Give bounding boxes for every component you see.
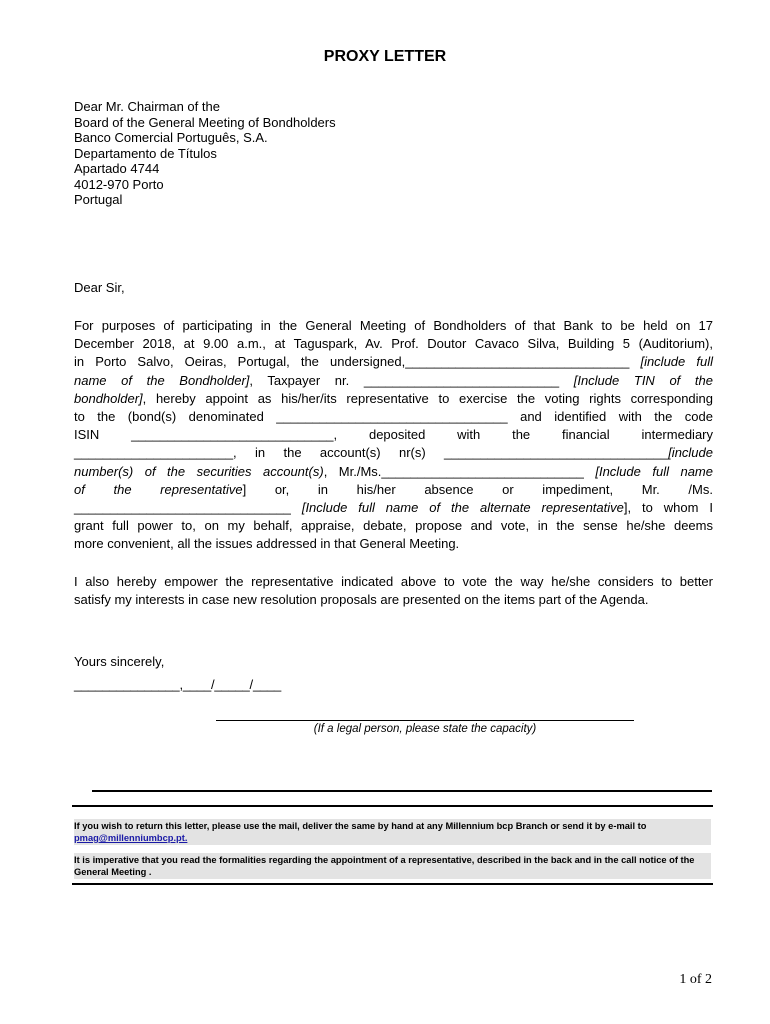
return-instructions (74, 819, 711, 845)
body-line: December 2018, at 9.00 a.m., at Taguspark, Av. Prof. Doutor Cavaco Silva, Building 5 (Auditorium), (74, 336, 713, 352)
body-text: , Taxpayer nr. ___________________________ (249, 372, 560, 388)
body-line (74, 463, 713, 481)
addressee-block (74, 99, 336, 208)
placeholder-bondholder-name: [include full (640, 354, 713, 370)
signature-line (216, 720, 634, 721)
address-line: Apartado 4744 (74, 161, 160, 176)
empowerment-paragraph (74, 573, 713, 609)
page-number: 1 of 2 (679, 972, 712, 987)
body-line (74, 444, 713, 462)
placeholder-account: [include (668, 445, 713, 461)
placeholder-tin: [Include TIN of the (573, 372, 713, 388)
page-title: PROXY LETTER (323, 48, 447, 65)
instructions-box (72, 805, 713, 885)
return-instructions-text: If you wish to return this letter, please use the mail, deliver the same by hand at any Millennium bcp Branch or send it by e-mail to (74, 821, 647, 831)
placeholder-representative-cont: of the representative (74, 481, 243, 497)
placeholder-tin-cont: bondholder] (74, 390, 143, 406)
body-text: ], to whom I (623, 500, 713, 516)
address-line: Banco Comercial Português, S.A. (74, 130, 268, 145)
email-link[interactable]: pmag@millenniumbcp.pt. (74, 833, 188, 843)
body-line: grant full power to, on my behalf, appraise, debate, propose and vote, in the sense he/she deems (74, 518, 713, 534)
body-text: ] or, in his/her absence or impediment, Mr. /Ms. (242, 481, 713, 497)
address-line: 4012-970 Porto (74, 176, 164, 192)
body-line (74, 353, 713, 371)
body-line: ISIN ____________________________, deposited with the financial intermediary (74, 427, 713, 443)
body-line: satisfy my interests in case new resolution proposals are presented on the items part of the Agenda. (74, 592, 649, 608)
address-line: Portugal (74, 192, 123, 207)
body-line: to the (bond(s) denominated ________________________________ and identified with the code (74, 409, 713, 425)
body-line: For purposes of participating in the General Meeting of Bondholders of that Bank to be held on 17 (74, 318, 713, 333)
address-line: Departamento de Títulos (74, 145, 217, 161)
salutation: Dear Sir, (74, 280, 125, 295)
placeholder-representative: [Include full name (595, 463, 713, 479)
proxy-body-paragraph (74, 317, 713, 554)
address-line: Board of the General Meeting of Bondholders (74, 114, 336, 130)
body-line: more convenient, all the issues addressed in that General Meeting. (74, 536, 460, 552)
placeholder-account-cont: number(s) of the securities account(s) (74, 463, 324, 479)
signature-caption: (If a legal person, please state the capacity) (313, 723, 537, 735)
body-text: ______________________, in the account(s) nr(s) _______________________________ (74, 445, 669, 461)
placeholder-alternate-representative: [Include full name of the alternate representative (301, 500, 624, 516)
closing: Yours sincerely, (74, 654, 165, 669)
body-text: , Mr./Ms.____________________________ (323, 463, 584, 479)
body-text: , hereby appoint as his/her/its representative to exercise the voting rights corresponding (142, 390, 713, 406)
date-line: _______________,____/_____/____ (74, 677, 282, 692)
body-text: ______________________________ (74, 500, 291, 516)
placeholder-bondholder-name-cont: name of the Bondholder] (74, 372, 250, 388)
body-line: I also hereby empower the representative indicated above to vote the way he/she considers to better (74, 574, 713, 589)
body-text: in Porto Salvo, Oeiras, Portugal, the undersigned,_______________________________ (74, 354, 630, 370)
body-line (74, 372, 713, 390)
body-line (74, 499, 713, 517)
body-line (74, 390, 713, 408)
formalities-notice: It is imperative that you read the formalities regarding the appointment of a representative, described in the back and in the call notice of the General Meeting . (74, 853, 711, 879)
divider (92, 790, 712, 792)
address-line: Dear Mr. Chairman of the (74, 99, 220, 114)
body-line (74, 481, 713, 499)
